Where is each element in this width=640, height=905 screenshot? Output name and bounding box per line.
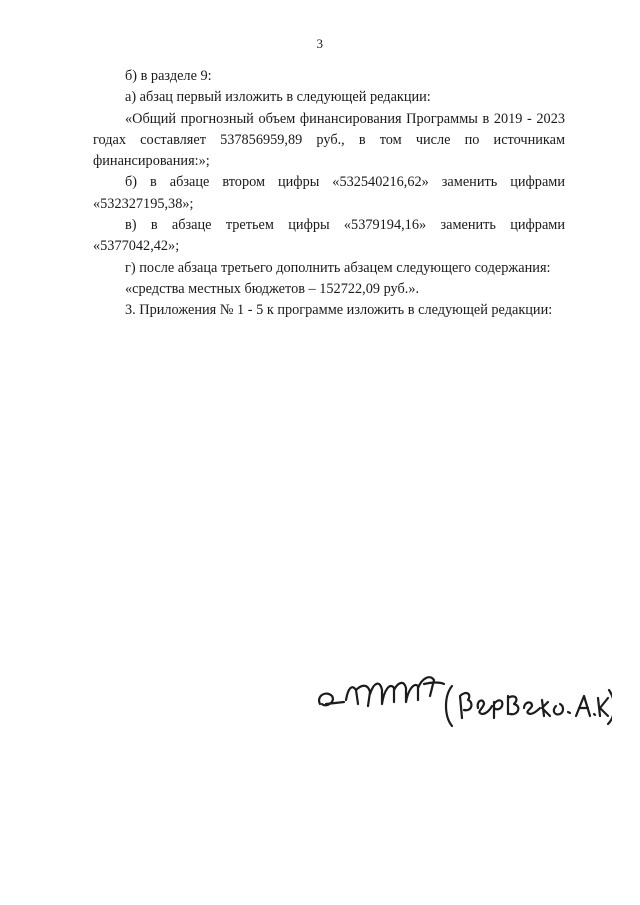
paragraph-item-b: б) в абзаце втором цифры «532540216,62» заменить цифрами «532327195,38»; bbox=[93, 174, 565, 212]
paragraph-quote-financing: «Общий прогнозный объем финансирования Программы в 2019 - 2023 годах составляет 537856959,89 руб., в том числе по источникам финансирования:»; bbox=[93, 110, 565, 170]
paragraph-appendices: 3. Приложения № 1 - 5 к программе изложить в следующей редакции: bbox=[125, 302, 553, 319]
page-number: 3 bbox=[316, 36, 324, 51]
paragraph-item-a: а) абзац первый изложить в следующей редакции: bbox=[125, 89, 431, 106]
document-body bbox=[93, 66, 565, 322]
paragraph-quote-local-budgets: «средства местных бюджетов – 152722,09 руб.». bbox=[125, 280, 420, 297]
paragraph-item-v: в) в абзаце третьем цифры «5379194,16» заменить цифрами «5377042,42»; bbox=[93, 217, 565, 255]
paragraph-section-9: б) в разделе 9: bbox=[125, 68, 212, 84]
handwritten-signature bbox=[312, 660, 612, 740]
paragraph-item-g: г) после абзаца третьего дополнить абзацем следующего содержания: bbox=[125, 259, 551, 276]
